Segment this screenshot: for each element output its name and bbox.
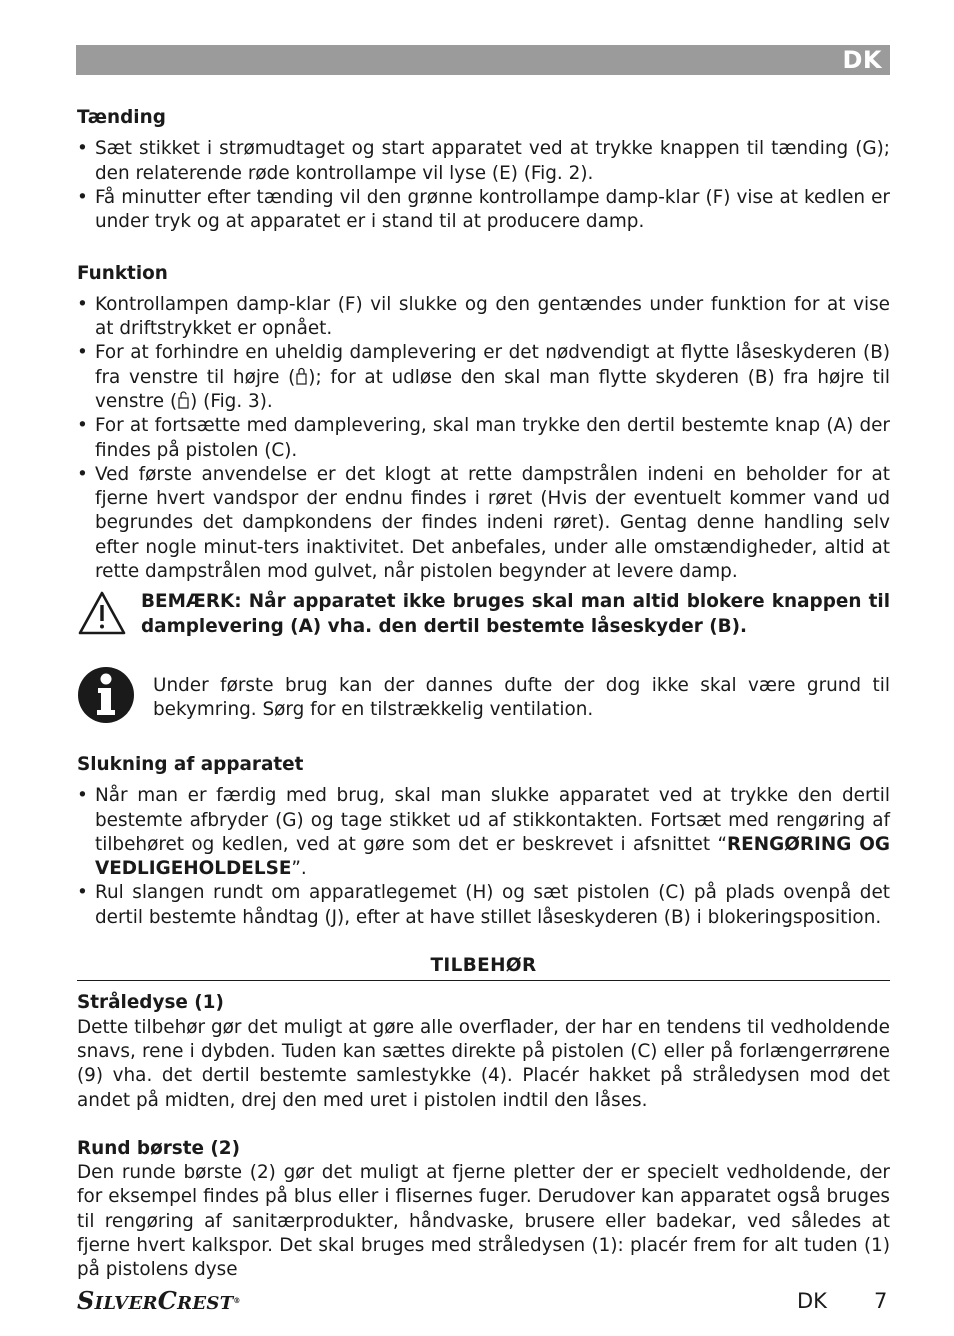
page-content: [77, 106, 890, 1283]
info-note: [77, 666, 890, 731]
text-segment-bold: RENGØRING OG VEDLIGEHOLDELSE: [95, 833, 891, 880]
paragraph-straledyse: Dette tilbehør gør det muligt at gøre alle overflader, der har en tendens til vedholdende snavs, rene i dybden. Tuden kan sættes direkte på pistolen (C) eller på forlængerrørene (9) vha. det dertil bestemte samlestykke (4). Placér hakket på stråledysen mod det andet på midten, drej den med uret i pistolen indtil den låses.: [77, 1016, 890, 1111]
list-item: [77, 784, 890, 881]
logo-letters: REST: [177, 1293, 234, 1314]
header-bar: [76, 45, 890, 75]
list-item: • For at fortsætte med damplevering, skal man trykke den dertil bestemte knap (A) der findes på pistolen (C).: [77, 414, 890, 463]
heading-funktion: Funktion: [77, 263, 168, 285]
brand-logo: [77, 1286, 241, 1316]
footer-language: DK: [797, 1289, 827, 1313]
heading-rund-borste: Rund børste (2): [77, 1137, 241, 1159]
text-segment: For at forhindre en uheldig damplevering er det nødvendigt at flytte låseskyderen (B) fra venstre til højre (: [95, 342, 890, 388]
section-title-tilbehor: TILBEHØR: [77, 954, 890, 981]
logo-letters: ILVER: [94, 1293, 158, 1314]
paragraph-rund-borste: Den runde børste (2) gør det muligt at fjerne pletter der er specielt vedholdende, der for eksempel findes på blus eller i flisernes fuger. Derudover kan apparatet også bruges til rengøring af sanitærprodukter, håndvaske, brusere eller badekar, ved således at fjerne hvert kalkspor. Det skal bruges med stråledysen (1): placér frem for alt tuden (1) på pistolens dyse: [77, 1162, 890, 1281]
list-item: • Ved første anvendelse er det klogt at rette dampstrålen indeni en beholder for at fjerne hvert vandspor der endnu findes i røret (Hvis der eventuelt kommer vand ud begrundes det dampkondens der findes indeni røret). Gentag denne handling selv efter nogle minut-ters inaktivitet. Det anbefales, under alle omstændigheder, altid at rette dampstrålen mod gulvet, når pistolen begynder at levere damp.: [77, 463, 890, 584]
text-segment: ”.: [291, 858, 307, 880]
info-text: Under første brug kan der dannes dufte der dog ikke skal være grund til bekymring. Sørg for en tilstrækkelig ventilation.: [153, 674, 890, 720]
logo-letter: C: [157, 1286, 178, 1315]
warning-text: BEMÆRK: Når apparatet ikke bruges skal man altid blokere knappen til damplevering (A) vha. den dertil bestemte låseskyder (B).: [141, 591, 890, 637]
warning-note: [77, 590, 890, 643]
header-language-badge: DK: [842, 46, 882, 74]
heading-slukning: Slukning af apparatet: [77, 753, 304, 775]
info-icon: [77, 666, 135, 731]
lock-open-icon: [178, 391, 189, 409]
text-segment: ); for at udløse den skal man flytte skyderen (B) fra højre til venstre (: [95, 366, 890, 412]
text-segment: Når man er færdig med brug, skal man slukke apparatet ved at trykke den dertil bestemte afbryder (G) og tage stikket ud af stikkontakten. Fortsæt med rengøring af tilbehøret og kedlen, ved at gøre som det er beskrevet i afsnittet “: [95, 785, 890, 855]
heading-taending: Tænding: [77, 107, 166, 128]
logo-letter: S: [77, 1286, 95, 1315]
list-item: • Sæt stikket i strømudtaget og start apparatet ved at trykke knappen til tænding (G); den relaterende røde kontrollampe vil lyse (E) (Fig. 2).: [77, 137, 890, 186]
warning-triangle-icon: [77, 590, 127, 643]
registered-mark: ®: [233, 1296, 241, 1305]
text-segment: ) (Fig. 3).: [190, 390, 273, 412]
lock-closed-icon: [296, 367, 307, 385]
page-number: 7: [874, 1289, 888, 1313]
list-item: • Kontrollampen damp-klar (F) vil slukke og den gentændes under funktion for at vise at driftstrykket er opnået.: [77, 293, 890, 342]
heading-straledyse: Stråledyse (1): [77, 992, 224, 1014]
list-item: • Rul slangen rundt om apparatlegemet (H) og sæt pistolen (C) på plads ovenpå det dertil bestemte håndtag (J), efter at have stillet låseskyderen (B) i blokeringsposition.: [77, 881, 890, 930]
list-slukning: [77, 784, 890, 930]
list-funktion: [77, 293, 890, 585]
list-item: • Få minutter efter tænding vil den grønne kontrollampe damp-klar (F) vise at kedlen er under tryk og at apparatet er i stand til at producere damp.: [77, 186, 890, 235]
list-item: [77, 341, 890, 414]
list-taending: [77, 137, 890, 234]
